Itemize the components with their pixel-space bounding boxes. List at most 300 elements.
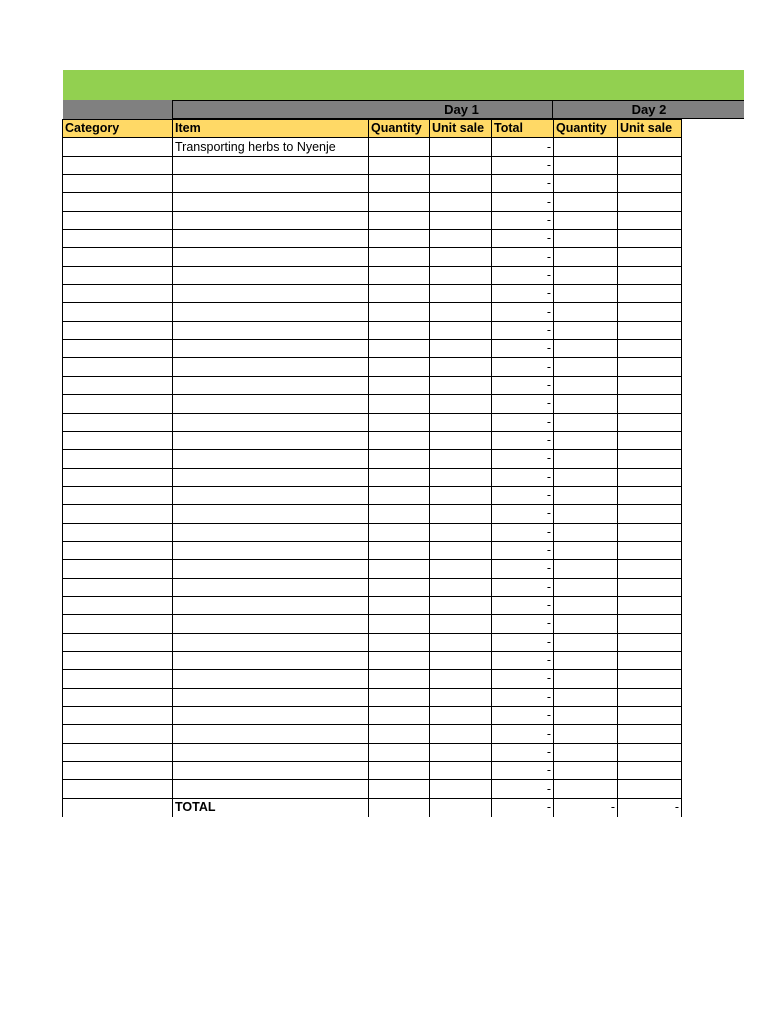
day2-unit-sale-cell[interactable] bbox=[618, 376, 682, 394]
total-cell[interactable]: - bbox=[492, 541, 554, 559]
table-row bbox=[63, 707, 682, 725]
item-cell[interactable] bbox=[173, 285, 369, 303]
category-cell[interactable] bbox=[63, 670, 173, 688]
total-cell[interactable]: - bbox=[492, 707, 554, 725]
total-cell[interactable]: - bbox=[492, 358, 554, 376]
total-cell[interactable]: - bbox=[492, 560, 554, 578]
total-cell[interactable]: - bbox=[492, 266, 554, 284]
day2-quantity-cell[interactable] bbox=[554, 211, 618, 229]
table-row bbox=[63, 688, 682, 706]
total-cell[interactable]: - bbox=[492, 615, 554, 633]
day2-quantity-cell[interactable] bbox=[554, 541, 618, 559]
item-cell[interactable] bbox=[173, 321, 369, 339]
category-cell[interactable] bbox=[63, 376, 173, 394]
table-row bbox=[63, 505, 682, 523]
unit-sale-cell[interactable] bbox=[430, 688, 492, 706]
item-cell[interactable] bbox=[173, 431, 369, 449]
total-cell[interactable]: - bbox=[492, 431, 554, 449]
quantity-cell[interactable] bbox=[369, 780, 430, 798]
unit-sale-cell[interactable] bbox=[430, 523, 492, 541]
category-cell[interactable] bbox=[63, 413, 173, 431]
category-cell[interactable] bbox=[63, 156, 173, 174]
category-cell[interactable] bbox=[63, 615, 173, 633]
quantity-cell[interactable] bbox=[369, 211, 430, 229]
quantity-cell[interactable] bbox=[369, 725, 430, 743]
day2-quantity-cell[interactable] bbox=[554, 431, 618, 449]
unit-sale-cell[interactable] bbox=[430, 505, 492, 523]
item-cell[interactable] bbox=[173, 780, 369, 798]
day2-unit-sale-cell[interactable] bbox=[618, 725, 682, 743]
category-cell[interactable] bbox=[63, 358, 173, 376]
category-cell[interactable] bbox=[63, 230, 173, 248]
total-cell[interactable]: - bbox=[492, 468, 554, 486]
total-cell[interactable]: - bbox=[492, 450, 554, 468]
day2-quantity-cell[interactable] bbox=[554, 285, 618, 303]
table-row bbox=[63, 670, 682, 688]
item-cell[interactable] bbox=[173, 230, 369, 248]
category-cell[interactable] bbox=[63, 743, 173, 761]
item-cell[interactable] bbox=[173, 743, 369, 761]
day2-quantity-cell[interactable] bbox=[554, 670, 618, 688]
day2-unit-sale-cell[interactable] bbox=[618, 303, 682, 321]
quantity-cell[interactable] bbox=[369, 707, 430, 725]
day2-quantity-cell[interactable] bbox=[554, 321, 618, 339]
item-cell[interactable] bbox=[173, 156, 369, 174]
table-row bbox=[63, 413, 682, 431]
unit-sale-cell[interactable] bbox=[430, 285, 492, 303]
quantity-cell[interactable] bbox=[369, 175, 430, 193]
total-quantity-cell bbox=[369, 798, 430, 816]
category-cell[interactable] bbox=[63, 468, 173, 486]
total-cell[interactable]: - bbox=[492, 670, 554, 688]
unit-sale-cell[interactable] bbox=[430, 670, 492, 688]
unit-sale-cell[interactable] bbox=[430, 340, 492, 358]
total-cell[interactable]: - bbox=[492, 743, 554, 761]
day2-quantity-cell[interactable] bbox=[554, 743, 618, 761]
table-row bbox=[63, 156, 682, 174]
day2-unit-sale-cell[interactable] bbox=[618, 505, 682, 523]
category-cell[interactable] bbox=[63, 248, 173, 266]
table-row bbox=[63, 175, 682, 193]
day2-unit-sale-cell[interactable] bbox=[618, 138, 682, 156]
unit-sale-cell[interactable] bbox=[430, 248, 492, 266]
item-cell[interactable] bbox=[173, 193, 369, 211]
day2-unit-sale-cell[interactable] bbox=[618, 615, 682, 633]
day2-quantity-cell[interactable] bbox=[554, 266, 618, 284]
day2-unit-sale-cell[interactable] bbox=[618, 285, 682, 303]
total-cell[interactable]: - bbox=[492, 230, 554, 248]
unit-sale-cell[interactable] bbox=[430, 707, 492, 725]
day2-quantity-cell[interactable] bbox=[554, 651, 618, 669]
day2-unit-sale-cell[interactable] bbox=[618, 560, 682, 578]
item-cell[interactable] bbox=[173, 376, 369, 394]
day2-unit-sale-cell[interactable] bbox=[618, 431, 682, 449]
total-day2-quantity: - bbox=[554, 798, 618, 816]
total-cell[interactable]: - bbox=[492, 193, 554, 211]
unit-sale-cell[interactable] bbox=[430, 743, 492, 761]
quantity-cell[interactable] bbox=[369, 541, 430, 559]
day2-quantity-cell[interactable] bbox=[554, 376, 618, 394]
quantity-cell[interactable] bbox=[369, 303, 430, 321]
header-item: Item bbox=[173, 120, 369, 138]
day2-quantity-cell[interactable] bbox=[554, 523, 618, 541]
item-cell[interactable]: Transporting herbs to Nyenje bbox=[173, 138, 369, 156]
category-cell[interactable] bbox=[63, 266, 173, 284]
total-cell[interactable]: - bbox=[492, 688, 554, 706]
category-cell[interactable] bbox=[63, 450, 173, 468]
unit-sale-cell[interactable] bbox=[430, 450, 492, 468]
day2-unit-sale-cell[interactable] bbox=[618, 175, 682, 193]
total-cell[interactable]: - bbox=[492, 340, 554, 358]
day2-quantity-cell[interactable] bbox=[554, 450, 618, 468]
day2-quantity-cell[interactable] bbox=[554, 762, 618, 780]
quantity-cell[interactable] bbox=[369, 762, 430, 780]
item-cell[interactable] bbox=[173, 762, 369, 780]
header-day2-quantity: Quantity bbox=[554, 120, 618, 138]
item-cell[interactable] bbox=[173, 578, 369, 596]
day1-label: Day 1 bbox=[444, 102, 479, 117]
item-cell[interactable] bbox=[173, 211, 369, 229]
day2-unit-sale-cell[interactable] bbox=[618, 413, 682, 431]
unit-sale-cell[interactable] bbox=[430, 431, 492, 449]
day2-unit-sale-cell[interactable] bbox=[618, 523, 682, 541]
item-cell[interactable] bbox=[173, 358, 369, 376]
day2-quantity-cell[interactable] bbox=[554, 560, 618, 578]
category-cell[interactable] bbox=[63, 303, 173, 321]
quantity-cell[interactable] bbox=[369, 596, 430, 614]
quantity-cell[interactable] bbox=[369, 670, 430, 688]
table-row bbox=[63, 762, 682, 780]
category-cell[interactable] bbox=[63, 541, 173, 559]
quantity-cell[interactable] bbox=[369, 651, 430, 669]
table-row bbox=[63, 541, 682, 559]
table-row bbox=[63, 468, 682, 486]
sales-table bbox=[62, 119, 682, 817]
unit-sale-cell[interactable] bbox=[430, 780, 492, 798]
quantity-cell[interactable] bbox=[369, 615, 430, 633]
day2-unit-sale-cell[interactable] bbox=[618, 541, 682, 559]
item-cell[interactable] bbox=[173, 633, 369, 651]
day2-unit-sale-cell[interactable] bbox=[618, 633, 682, 651]
table-row bbox=[63, 578, 682, 596]
table-row bbox=[63, 725, 682, 743]
day2-unit-sale-cell[interactable] bbox=[618, 321, 682, 339]
day2-quantity-cell[interactable] bbox=[554, 468, 618, 486]
header-category: Category bbox=[63, 120, 173, 138]
total-cell[interactable]: - bbox=[492, 725, 554, 743]
total-cell[interactable]: - bbox=[492, 156, 554, 174]
day2-unit-sale-cell[interactable] bbox=[618, 193, 682, 211]
day2-quantity-cell[interactable] bbox=[554, 413, 618, 431]
category-cell[interactable] bbox=[63, 651, 173, 669]
day2-unit-sale-cell[interactable] bbox=[618, 450, 682, 468]
quantity-cell[interactable] bbox=[369, 376, 430, 394]
table-row bbox=[63, 395, 682, 413]
quantity-cell[interactable] bbox=[369, 193, 430, 211]
table-row bbox=[63, 248, 682, 266]
unit-sale-cell[interactable] bbox=[430, 541, 492, 559]
day2-unit-sale-cell[interactable] bbox=[618, 707, 682, 725]
day2-quantity-cell[interactable] bbox=[554, 138, 618, 156]
table-row bbox=[63, 431, 682, 449]
day2-quantity-cell[interactable] bbox=[554, 707, 618, 725]
day2-quantity-cell[interactable] bbox=[554, 193, 618, 211]
unit-sale-cell[interactable] bbox=[430, 633, 492, 651]
day2-unit-sale-cell[interactable] bbox=[618, 578, 682, 596]
item-cell[interactable] bbox=[173, 486, 369, 504]
day2-unit-sale-cell[interactable] bbox=[618, 230, 682, 248]
category-cell[interactable] bbox=[63, 578, 173, 596]
quantity-cell[interactable] bbox=[369, 156, 430, 174]
day2-quantity-cell[interactable] bbox=[554, 340, 618, 358]
total-cell[interactable]: - bbox=[492, 486, 554, 504]
quantity-cell[interactable] bbox=[369, 321, 430, 339]
item-cell[interactable] bbox=[173, 505, 369, 523]
total-cell[interactable]: - bbox=[492, 376, 554, 394]
column-header-row bbox=[63, 120, 682, 138]
quantity-cell[interactable] bbox=[369, 358, 430, 376]
day2-quantity-cell[interactable] bbox=[554, 633, 618, 651]
unit-sale-cell[interactable] bbox=[430, 175, 492, 193]
unit-sale-cell[interactable] bbox=[430, 266, 492, 284]
quantity-cell[interactable] bbox=[369, 340, 430, 358]
day2-unit-sale-cell[interactable] bbox=[618, 596, 682, 614]
item-cell[interactable] bbox=[173, 523, 369, 541]
header-day2-unit-sale: Unit sale bbox=[618, 120, 682, 138]
quantity-cell[interactable] bbox=[369, 523, 430, 541]
quantity-cell[interactable] bbox=[369, 138, 430, 156]
day2-quantity-cell[interactable] bbox=[554, 505, 618, 523]
quantity-cell[interactable] bbox=[369, 560, 430, 578]
item-cell[interactable] bbox=[173, 450, 369, 468]
day2-unit-sale-cell[interactable] bbox=[618, 468, 682, 486]
quantity-cell[interactable] bbox=[369, 743, 430, 761]
category-cell[interactable] bbox=[63, 431, 173, 449]
day2-unit-sale-cell[interactable] bbox=[618, 688, 682, 706]
unit-sale-cell[interactable] bbox=[430, 230, 492, 248]
category-cell[interactable] bbox=[63, 762, 173, 780]
total-cell[interactable]: - bbox=[492, 248, 554, 266]
unit-sale-cell[interactable] bbox=[430, 725, 492, 743]
item-cell[interactable] bbox=[173, 340, 369, 358]
total-label: TOTAL bbox=[173, 798, 369, 816]
item-cell[interactable] bbox=[173, 303, 369, 321]
table-row bbox=[63, 138, 682, 156]
table-row bbox=[63, 615, 682, 633]
total-cell[interactable]: - bbox=[492, 285, 554, 303]
unit-sale-cell[interactable] bbox=[430, 762, 492, 780]
day2-unit-sale-cell[interactable] bbox=[618, 670, 682, 688]
total-cell[interactable]: - bbox=[492, 633, 554, 651]
total-cell[interactable]: - bbox=[492, 395, 554, 413]
category-cell[interactable] bbox=[63, 138, 173, 156]
quantity-cell[interactable] bbox=[369, 486, 430, 504]
quantity-cell[interactable] bbox=[369, 633, 430, 651]
total-day2-unit-sale: - bbox=[618, 798, 682, 816]
day2-unit-sale-cell[interactable] bbox=[618, 266, 682, 284]
day2-quantity-cell[interactable] bbox=[554, 486, 618, 504]
header-unit-sale: Unit sale bbox=[430, 120, 492, 138]
total-cell[interactable]: - bbox=[492, 762, 554, 780]
item-cell[interactable] bbox=[173, 707, 369, 725]
table-row bbox=[63, 486, 682, 504]
table-row bbox=[63, 321, 682, 339]
day2-quantity-cell[interactable] bbox=[554, 175, 618, 193]
unit-sale-cell[interactable] bbox=[430, 486, 492, 504]
item-cell[interactable] bbox=[173, 266, 369, 284]
item-cell[interactable] bbox=[173, 651, 369, 669]
category-cell[interactable] bbox=[63, 486, 173, 504]
day2-quantity-cell[interactable] bbox=[554, 615, 618, 633]
category-cell[interactable] bbox=[63, 596, 173, 614]
day2-quantity-cell[interactable] bbox=[554, 780, 618, 798]
quantity-cell[interactable] bbox=[369, 450, 430, 468]
quantity-cell[interactable] bbox=[369, 248, 430, 266]
day2-quantity-cell[interactable] bbox=[554, 358, 618, 376]
total-cell[interactable]: - bbox=[492, 596, 554, 614]
quantity-cell[interactable] bbox=[369, 688, 430, 706]
unit-sale-cell[interactable] bbox=[430, 303, 492, 321]
day2-quantity-cell[interactable] bbox=[554, 303, 618, 321]
item-cell[interactable] bbox=[173, 175, 369, 193]
day2-unit-sale-cell[interactable] bbox=[618, 395, 682, 413]
unit-sale-cell[interactable] bbox=[430, 560, 492, 578]
day2-unit-sale-cell[interactable] bbox=[618, 486, 682, 504]
total-cell[interactable]: - bbox=[492, 780, 554, 798]
day2-unit-sale-cell[interactable] bbox=[618, 780, 682, 798]
unit-sale-cell[interactable] bbox=[430, 468, 492, 486]
item-cell[interactable] bbox=[173, 468, 369, 486]
quantity-cell[interactable] bbox=[369, 413, 430, 431]
table-row bbox=[63, 266, 682, 284]
category-cell[interactable] bbox=[63, 780, 173, 798]
item-cell[interactable] bbox=[173, 248, 369, 266]
day2-unit-sale-cell[interactable] bbox=[618, 211, 682, 229]
quantity-cell[interactable] bbox=[369, 285, 430, 303]
category-cell[interactable] bbox=[63, 175, 173, 193]
day2-quantity-cell[interactable] bbox=[554, 688, 618, 706]
category-cell[interactable] bbox=[63, 321, 173, 339]
unit-sale-cell[interactable] bbox=[430, 321, 492, 339]
total-cell[interactable]: - bbox=[492, 413, 554, 431]
total-cell[interactable]: - bbox=[492, 321, 554, 339]
category-cell[interactable] bbox=[63, 560, 173, 578]
unit-sale-cell[interactable] bbox=[430, 651, 492, 669]
day1-header bbox=[172, 100, 553, 119]
category-cell[interactable] bbox=[63, 688, 173, 706]
item-cell[interactable] bbox=[173, 541, 369, 559]
day2-unit-sale-cell[interactable] bbox=[618, 651, 682, 669]
unit-sale-cell[interactable] bbox=[430, 138, 492, 156]
table-row bbox=[63, 560, 682, 578]
day2-quantity-cell[interactable] bbox=[554, 230, 618, 248]
category-cell[interactable] bbox=[63, 725, 173, 743]
unit-sale-cell[interactable] bbox=[430, 376, 492, 394]
item-cell[interactable] bbox=[173, 725, 369, 743]
unit-sale-cell[interactable] bbox=[430, 358, 492, 376]
item-cell[interactable] bbox=[173, 395, 369, 413]
item-cell[interactable] bbox=[173, 560, 369, 578]
item-cell[interactable] bbox=[173, 670, 369, 688]
total-day1-total: - bbox=[492, 798, 554, 816]
item-cell[interactable] bbox=[173, 615, 369, 633]
unit-sale-cell[interactable] bbox=[430, 615, 492, 633]
quantity-cell[interactable] bbox=[369, 395, 430, 413]
total-cell[interactable]: - bbox=[492, 303, 554, 321]
table-row bbox=[63, 596, 682, 614]
header-band-left bbox=[63, 100, 172, 119]
quantity-cell[interactable] bbox=[369, 505, 430, 523]
header-quantity: Quantity bbox=[369, 120, 430, 138]
day2-quantity-cell[interactable] bbox=[554, 248, 618, 266]
category-cell[interactable] bbox=[63, 633, 173, 651]
unit-sale-cell[interactable] bbox=[430, 596, 492, 614]
day2-label: Day 2 bbox=[631, 102, 667, 117]
category-cell[interactable] bbox=[63, 285, 173, 303]
day2-unit-sale-cell[interactable] bbox=[618, 340, 682, 358]
item-cell[interactable] bbox=[173, 688, 369, 706]
total-cell[interactable]: - bbox=[492, 211, 554, 229]
total-category-cell bbox=[63, 798, 173, 816]
category-cell[interactable] bbox=[63, 211, 173, 229]
category-cell[interactable] bbox=[63, 340, 173, 358]
unit-sale-cell[interactable] bbox=[430, 193, 492, 211]
quantity-cell[interactable] bbox=[369, 468, 430, 486]
category-cell[interactable] bbox=[63, 523, 173, 541]
day2-unit-sale-cell[interactable] bbox=[618, 156, 682, 174]
day2-quantity-cell[interactable] bbox=[554, 596, 618, 614]
total-cell[interactable]: - bbox=[492, 505, 554, 523]
total-cell[interactable]: - bbox=[492, 651, 554, 669]
total-row bbox=[63, 798, 682, 816]
category-cell[interactable] bbox=[63, 505, 173, 523]
item-cell[interactable] bbox=[173, 413, 369, 431]
total-cell[interactable]: - bbox=[492, 175, 554, 193]
table-row bbox=[63, 651, 682, 669]
table-row bbox=[63, 376, 682, 394]
table-row bbox=[63, 340, 682, 358]
quantity-cell[interactable] bbox=[369, 431, 430, 449]
unit-sale-cell[interactable] bbox=[430, 578, 492, 596]
quantity-cell[interactable] bbox=[369, 230, 430, 248]
day2-unit-sale-cell[interactable] bbox=[618, 358, 682, 376]
day2-unit-sale-cell[interactable] bbox=[618, 762, 682, 780]
unit-sale-cell[interactable] bbox=[430, 156, 492, 174]
day2-quantity-cell[interactable] bbox=[554, 578, 618, 596]
unit-sale-cell[interactable] bbox=[430, 413, 492, 431]
table-row bbox=[63, 780, 682, 798]
quantity-cell[interactable] bbox=[369, 578, 430, 596]
day2-unit-sale-cell[interactable] bbox=[618, 248, 682, 266]
total-cell[interactable]: - bbox=[492, 578, 554, 596]
category-cell[interactable] bbox=[63, 395, 173, 413]
table-row bbox=[63, 230, 682, 248]
table-row bbox=[63, 633, 682, 651]
item-cell[interactable] bbox=[173, 596, 369, 614]
unit-sale-cell[interactable] bbox=[430, 395, 492, 413]
day2-quantity-cell[interactable] bbox=[554, 725, 618, 743]
category-cell[interactable] bbox=[63, 707, 173, 725]
quantity-cell[interactable] bbox=[369, 266, 430, 284]
unit-sale-cell[interactable] bbox=[430, 211, 492, 229]
day2-header bbox=[552, 100, 744, 119]
total-cell[interactable]: - bbox=[492, 523, 554, 541]
total-cell[interactable]: - bbox=[492, 138, 554, 156]
category-cell[interactable] bbox=[63, 193, 173, 211]
day2-unit-sale-cell[interactable] bbox=[618, 743, 682, 761]
day2-quantity-cell[interactable] bbox=[554, 395, 618, 413]
day2-quantity-cell[interactable] bbox=[554, 156, 618, 174]
